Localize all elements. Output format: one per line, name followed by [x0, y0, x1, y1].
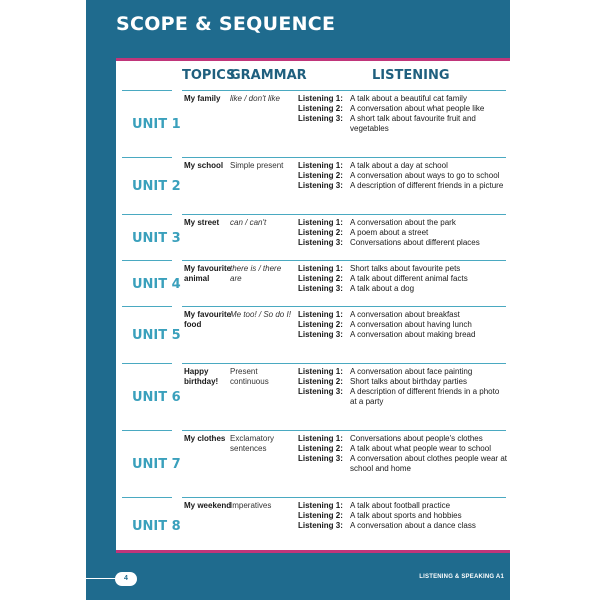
listening-label: Listening 3:: [298, 330, 343, 339]
grammar-cell: there is / there are: [230, 264, 282, 283]
listening-text: A description of different friends in a picture: [350, 181, 504, 190]
listening-label: Listening 3:: [298, 284, 343, 293]
listening-label: Listening 1:: [298, 367, 343, 376]
listening-label: Listening 1:: [298, 264, 343, 273]
topic-cell: My family: [184, 94, 221, 103]
unit-label: UNIT 6: [132, 390, 181, 405]
unit-label: UNIT 7: [132, 457, 181, 472]
row-divider: [122, 306, 172, 307]
unit-row: [116, 497, 510, 553]
listening-cell: [298, 310, 508, 340]
row-divider: [182, 363, 506, 364]
topic-cell: My favourite food: [184, 310, 232, 329]
row-divider: [122, 157, 172, 158]
listening-label: Listening 2:: [298, 228, 343, 237]
listening-item: [298, 501, 508, 511]
unit-row: [116, 306, 510, 363]
listening-text: A conversation about having lunch: [350, 320, 472, 329]
topic-cell: My school: [184, 161, 224, 170]
topic-cell: Happy birthday!: [184, 367, 219, 386]
row-divider: [182, 260, 506, 261]
unit-label: UNIT 4: [132, 277, 181, 292]
unit-label: UNIT 3: [132, 231, 181, 246]
unit-row: [116, 214, 510, 260]
listening-item: [298, 444, 508, 454]
listening-text: Conversations about different places: [350, 238, 480, 247]
unit-row: [116, 363, 510, 430]
page-number: 4: [115, 572, 137, 586]
unit-label: UNIT 1: [132, 117, 181, 132]
listening-text: A conversation about face painting: [350, 367, 473, 376]
listening-item: [298, 387, 508, 407]
listening-cell: [298, 94, 508, 134]
listening-item: [298, 274, 508, 284]
listening-text: A talk about football practice: [350, 501, 451, 510]
listening-item: [298, 181, 508, 191]
grammar-cell: Present continuous: [230, 367, 269, 386]
grammar-cell: Exclamatory sentences: [230, 434, 275, 453]
row-divider: [182, 90, 506, 91]
unit-row: [116, 260, 510, 306]
listening-label: Listening 2:: [298, 511, 343, 520]
listening-text: Short talks about birthday parties: [350, 377, 467, 386]
listening-item: [298, 228, 508, 238]
listening-text: A conversation about the park: [350, 218, 456, 227]
listening-text: A conversation about what people like: [350, 104, 485, 113]
listening-item: [298, 171, 508, 181]
listening-cell: [298, 434, 508, 474]
unit-label: UNIT 8: [132, 519, 181, 534]
listening-item: [298, 330, 508, 340]
grammar-cell: like / don't like: [230, 94, 280, 103]
page-title: SCOPE & SEQUENCE: [116, 13, 336, 35]
listening-label: Listening 3:: [298, 521, 343, 530]
listening-label: Listening 1:: [298, 161, 343, 170]
listening-item: [298, 238, 508, 248]
listening-item: [298, 104, 508, 114]
row-divider: [122, 430, 172, 431]
listening-text: A talk about what people wear to school: [350, 444, 491, 453]
unit-row: [116, 90, 510, 157]
row-divider: [182, 497, 506, 498]
listening-item: [298, 434, 508, 444]
listening-text: A talk about a dog: [350, 284, 415, 293]
unit-row: [116, 430, 510, 497]
grammar-cell: Me too! / So do I!: [230, 310, 291, 319]
listening-label: Listening 3:: [298, 238, 343, 247]
listening-label: Listening 3:: [298, 387, 343, 396]
listening-item: [298, 310, 508, 320]
row-divider: [182, 306, 506, 307]
listening-text: A short talk about favourite fruit and vegetables: [350, 114, 476, 133]
listening-cell: [298, 367, 508, 407]
listening-cell: [298, 501, 508, 531]
scope-table: [116, 58, 510, 553]
grammar-cell: can / can't: [230, 218, 267, 227]
listening-text: A talk about a beautiful cat family: [350, 94, 467, 103]
listening-item: [298, 320, 508, 330]
listening-label: Listening 3:: [298, 181, 343, 190]
listening-label: Listening 2:: [298, 444, 343, 453]
topic-cell: My clothes: [184, 434, 226, 443]
listening-text: A poem about a street: [350, 228, 429, 237]
listening-label: Listening 1:: [298, 218, 343, 227]
grammar-cell: Simple present: [230, 161, 284, 170]
listening-label: Listening 2:: [298, 104, 343, 113]
row-divider: [182, 157, 506, 158]
listening-item: [298, 454, 508, 474]
unit-label: UNIT 5: [132, 328, 181, 343]
listening-text: Conversations about people's clothes: [350, 434, 483, 443]
listening-item: [298, 161, 508, 171]
listening-item: [298, 377, 508, 387]
listening-text: A conversation about breakfast: [350, 310, 460, 319]
row-divider: [122, 214, 172, 215]
listening-label: Listening 2:: [298, 171, 343, 180]
listening-cell: [298, 218, 508, 248]
listening-text: A talk about a day at school: [350, 161, 448, 170]
header-topics: TOPICS: [182, 68, 236, 83]
topic-cell: My street: [184, 218, 220, 227]
listening-text: A description of different friends in a photo at a party: [350, 387, 500, 406]
unit-row: [116, 157, 510, 214]
listening-label: Listening 1:: [298, 310, 343, 319]
listening-cell: [298, 161, 508, 191]
listening-label: Listening 3:: [298, 454, 343, 463]
listening-text: A conversation about making bread: [350, 330, 476, 339]
listening-text: Short talks about favourite pets: [350, 264, 461, 273]
listening-item: [298, 521, 508, 531]
topic-cell: My favourite animal: [184, 264, 232, 283]
row-divider: [122, 90, 172, 91]
listening-cell: [298, 264, 508, 294]
listening-text: A talk about different animal facts: [350, 274, 468, 283]
listening-label: Listening 2:: [298, 274, 343, 283]
listening-label: Listening 1:: [298, 434, 343, 443]
book-title: LISTENING & SPEAKING A1: [419, 574, 504, 580]
listening-text: A conversation about clothes people wear at school and home: [350, 454, 507, 473]
header-listening: LISTENING: [372, 68, 450, 83]
listening-text: A conversation about a dance class: [350, 521, 476, 530]
row-divider: [122, 363, 172, 364]
listening-label: Listening 2:: [298, 377, 343, 386]
header-grammar: GRAMMAR: [230, 68, 307, 83]
listening-item: [298, 511, 508, 521]
listening-label: Listening 3:: [298, 114, 343, 123]
row-divider: [122, 497, 172, 498]
row-divider: [182, 214, 506, 215]
listening-text: A conversation about ways to go to school: [350, 171, 500, 180]
listening-item: [298, 284, 508, 294]
grammar-cell: Imperatives: [230, 501, 272, 510]
row-divider: [182, 430, 506, 431]
listening-item: [298, 367, 508, 377]
listening-item: [298, 264, 508, 274]
topic-cell: My weekend: [184, 501, 232, 510]
listening-label: Listening 1:: [298, 501, 343, 510]
listening-item: [298, 94, 508, 104]
listening-label: Listening 2:: [298, 320, 343, 329]
row-divider: [122, 260, 172, 261]
listening-item: [298, 218, 508, 228]
listening-text: A talk about sports and hobbies: [350, 511, 462, 520]
listening-label: Listening 1:: [298, 94, 343, 103]
listening-item: [298, 114, 508, 134]
unit-label: UNIT 2: [132, 179, 181, 194]
